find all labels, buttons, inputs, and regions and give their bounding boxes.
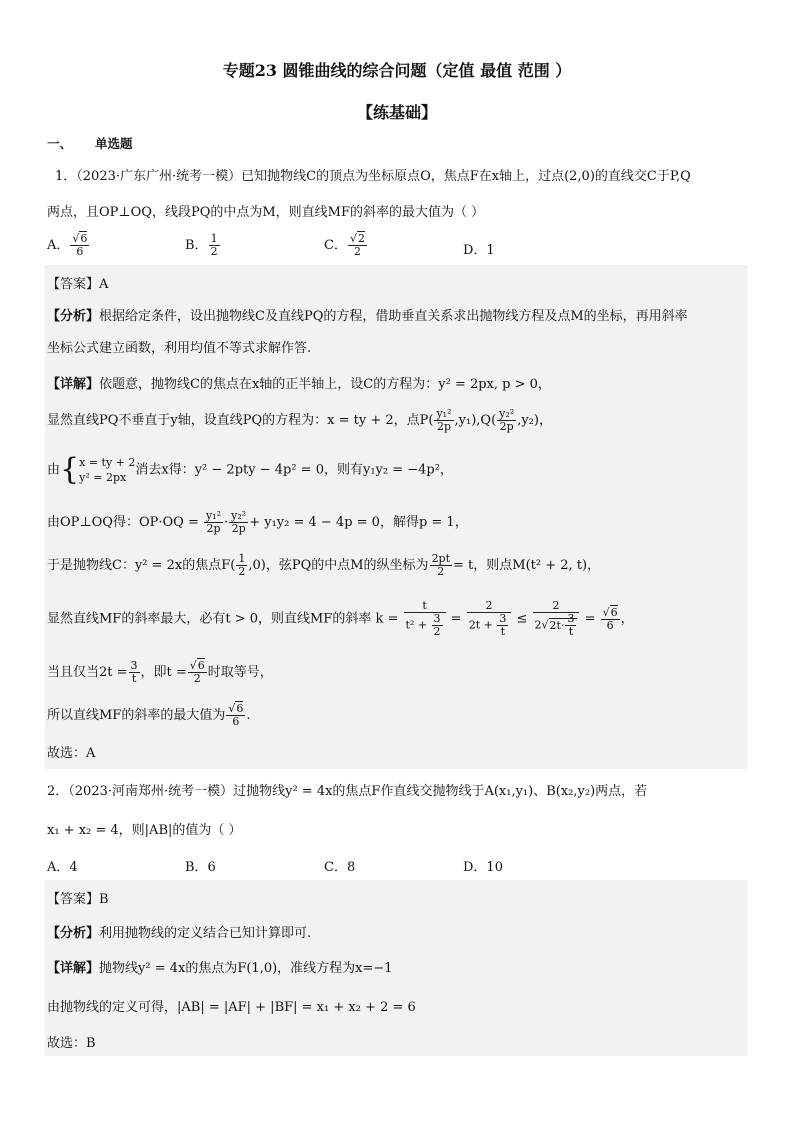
q2-detail-line2: 由抛物线的定义可得，|AB| = |AF| + |BF| = x₁ + x₂ + 2 = 6 [47,1000,416,1015]
q2-answer: 【答案】B [47,892,109,907]
q1-detail-line3: 由{x = ty + 2 y² = 2px 消去x得：y² − 2pty − 4p² = 0，则有y₁y₂ = −4p²， [47,452,453,487]
q1-analysis-line1: 【分析】根据给定条件，设出抛物线C及直线PQ的方程，借助垂直关系求出抛物线方程及点M的坐标，再用斜率 [47,309,688,324]
q2-analysis-line1: 【分析】利用抛物线的定义结合已知计算即可. [47,926,312,941]
q1-detail-line1: 【详解】依题意，抛物线C的焦点在x轴的正半轴上，设C的方程为：y² = 2px, p > 0， [47,377,551,392]
q1-stem-line1: 1．（2023·广东广州·统考一模）已知抛物线C的顶点为坐标原点O，焦点F在x轴上，过点(2,0)的直线交C于P,Q [55,169,691,184]
q1-option-b: B． $\frac{1}{2}$ [185,232,218,258]
section-label: 单选题 [95,136,133,151]
page-subtitle: 【练基础】 [356,103,437,122]
section-heading [47,134,133,152]
q1-detail-line2: 显然直线PQ不垂直于y轴，设直线PQ的方程为：x = ty + 2，点P( $\frac{\text{y₁²}}{2p}$ ,y₁),Q( $\frac{\text{y₂²}}{2p}$ ,y₂)， [47,407,552,433]
q2-option-c: C．8 [324,860,356,875]
q1-option-d: D．1 [463,243,495,258]
q2-stem-line2: x₁ + x₂ = 4，则|AB|的值为（ ） [47,823,242,838]
q1-stem-line2: 两点，且OP⊥OQ，线段PQ的中点为M，则直线MF的斜率的最大值为（ ） [47,205,485,220]
q1-detail-line4: 由OP⊥OQ得：OP·OQ = $\frac{\text{y₁²}}{2p}$ · $\frac{\text{y₂²}}{2p}$ + y₁y₂ = 4 − 4p = 0，解得p = 1， [47,509,468,535]
q2-option-a: A．4 [47,860,78,875]
q1-answer: 【答案】A [47,277,109,292]
page-title: 专题23 圆锥曲线的综合问题（定值 最值 范围 ） [222,61,572,80]
section-number: 一、 [47,136,73,151]
q1-analysis-line2: 坐标公式建立函数，利用均值不等式求解作答. [47,341,312,356]
q1-choose: 故选：A [47,746,96,761]
q1-detail-line8: 所以直线MF的斜率的最大值为 $\frac{√6}{6}$ . [47,702,251,728]
q2-detail-line1: 【详解】抛物线y² = 4x的焦点为F(1,0)，准线方程为x=−1 [47,961,393,976]
q1-detail-line6: 显然直线MF的斜率最大，必有t > 0，则直线MF的斜率 k = t t² + $\frac{3}{2}$ = 2 2t + $\frac{3}{t}$ ≤ 2 2√2t· $\frac{3}{t}$ = $\frac{√6}{6}$ ， [47,599,634,638]
q1-option-a: A． $\frac{√6}{6}$ [47,232,88,258]
q2-stem-line1: 2．（2023·河南郑州·统考一模）过抛物线y² = 4x的焦点F作直线交抛物线于A(x₁,y₁)、B(x₂,y₂)两点，若 [47,784,648,799]
q1-detail-line7: 当且仅当2t = $\frac{3}{t}$ ，即t = $\frac{√6}{2}$ 时取等号， [47,659,273,685]
q2-choose: 故选：B [47,1036,96,1051]
q1-option-c: C． $\frac{√2}{2}$ [324,232,365,258]
q2-option-b: B．6 [185,860,216,875]
q2-option-d: D．10 [463,860,503,875]
q1-detail-line5: 于是抛物线C：y² = 2x的焦点F( $\frac{1}{2}$ ,0)，弦PQ的中点M的纵坐标为 $\frac{2pt}{2}$ = t，则点M(t² + 2, t)， [47,552,601,578]
